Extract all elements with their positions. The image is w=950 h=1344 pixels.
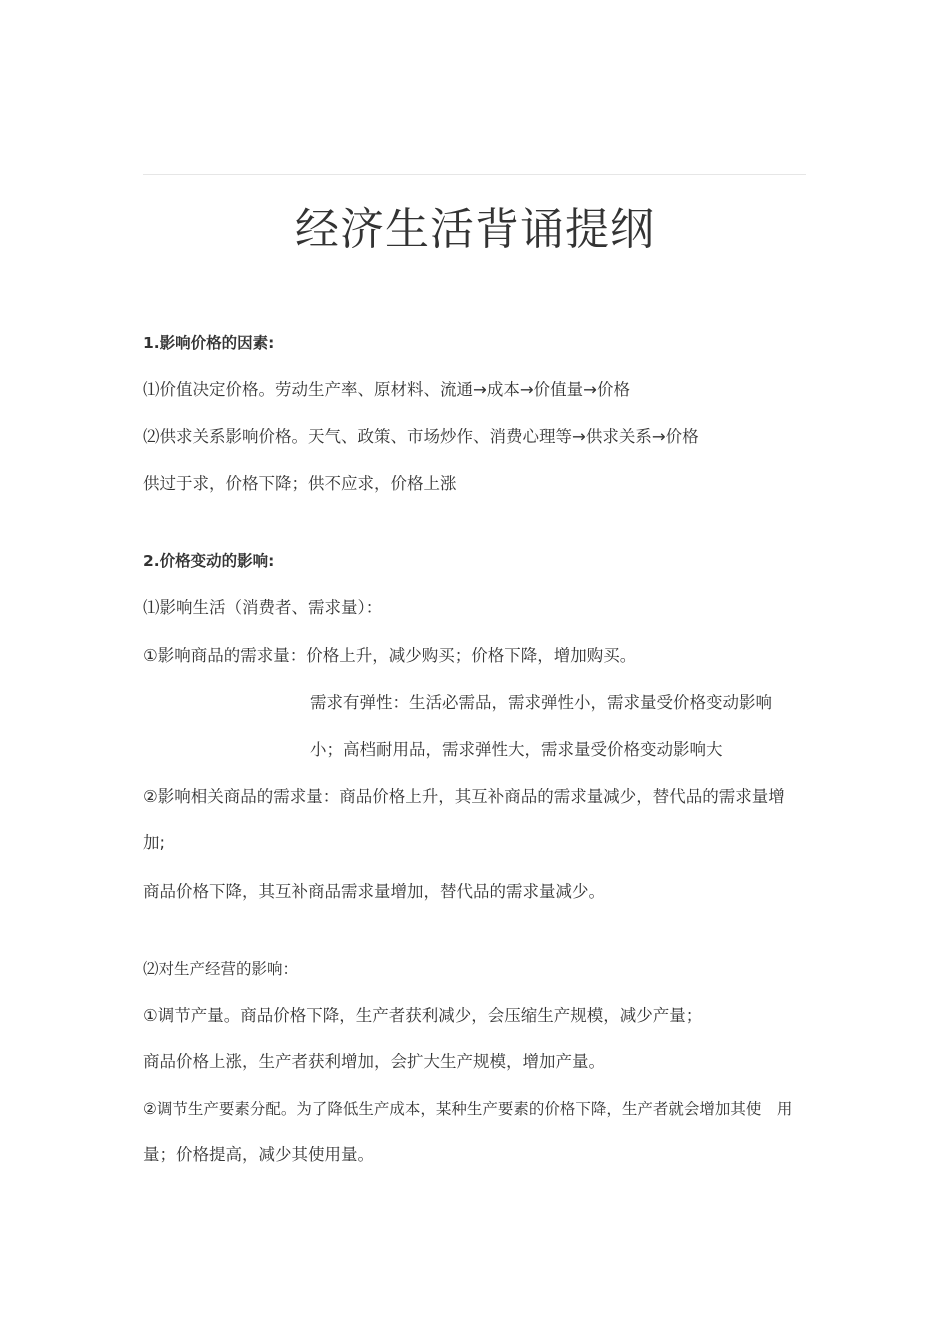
paragraph-line: ①调节产量。商品价格下降，生产者获利减少，会压缩生产规模，减少产量；: [143, 1006, 703, 1025]
paragraph-line: ②影响相关商品的需求量：商品价格上升，其互补商品的需求量减少，替代品的需求量增: [143, 787, 785, 806]
subheading-line: ⑵对生产经营的影响：: [143, 960, 299, 978]
paragraph-line: 量；价格提高，减少其使用量。: [143, 1145, 374, 1164]
subheading-line: ⑴影响生活（消费者、需求量）：: [143, 598, 383, 617]
paragraph-line: 商品价格上涨，生产者获利增加，会扩大生产规模，增加产量。: [143, 1052, 605, 1071]
paragraph-line: ⑵供求关系影响价格。天气、政策、市场炒作、消费心理等→供求关系→价格: [143, 427, 699, 446]
paragraph-line: 商品价格下降，其互补商品需求量增加，替代品的需求量减少。: [143, 882, 605, 901]
page-title: 经济生活背诵提纲: [295, 204, 655, 255]
top-divider: [143, 174, 806, 175]
paragraph-line: ⑴价值决定价格。劳动生产率、原材料、流通→成本→价值量→价格: [143, 380, 630, 399]
paragraph-line: ①影响商品的需求量：价格上升，减少购买；价格下降，增加购买。: [143, 646, 637, 665]
indented-line: 小；高档耐用品，需求弹性大，需求量受价格变动影响大: [310, 740, 723, 759]
paragraph-line: 供过于求，价格下降；供不应求，价格上涨: [143, 474, 457, 493]
paragraph-line: 加;: [143, 833, 166, 852]
indented-line: 需求有弹性：生活必需品，需求弹性小，需求量受价格变动影响: [310, 693, 772, 712]
section-heading-1: 1.影响价格的因素:: [143, 334, 275, 352]
paragraph-line: ②调节生产要素分配。为了降低生产成本，某种生产要素的价格下降，生产者就会增加其使 用: [143, 1100, 793, 1118]
section-heading-2: 2.价格变动的影响:: [143, 552, 275, 570]
